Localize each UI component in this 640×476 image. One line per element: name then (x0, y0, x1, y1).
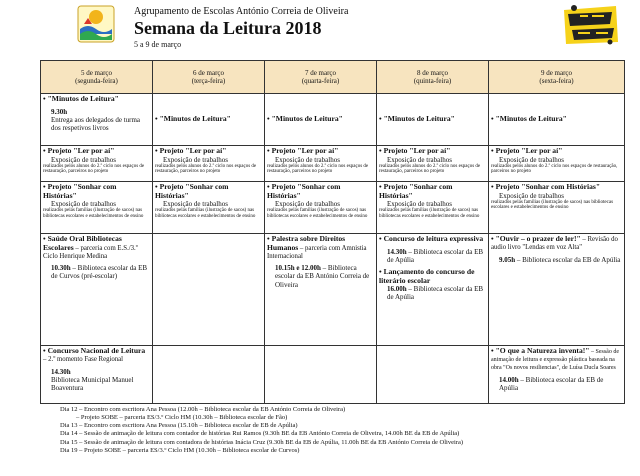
cell-minutos-thursday: • "Minutos de Leitura" (377, 94, 489, 146)
footer-line: Dia 12 – Encontro com escritora Ana Pessoa (12.00h – Biblioteca escolar da EB António Correia de Oliveira) (60, 406, 346, 413)
cell-ler-friday: • Projeto "Ler por aí" Exposição de trabalhos realizados pelos alunos do 2.º ciclo nos espaços de restauração, parceiros no projeto (489, 146, 625, 182)
cell-last-wednesday (265, 346, 377, 404)
cell-minutos-wednesday: • "Minutos de Leitura" (265, 94, 377, 146)
col-header-thursday: 8 de março (quinta-feira) (377, 61, 489, 94)
col-header-tuesday: 6 de março (terça-feira) (153, 61, 265, 94)
table-row (41, 182, 625, 234)
col-header-wednesday: 7 de março (quarta-feira) (265, 61, 377, 94)
cell-minutos-tuesday: • "Minutos de Leitura" (153, 94, 265, 146)
cell-events-wednesday: • Palestra sobre Direitos Humanos – parceria com Amnistia Internacional 10.15h e 12.00h – Biblioteca escolar da EB António Correia de Oliveira (265, 234, 377, 346)
semana-leitura-logo (560, 2, 622, 46)
footer-line: Dia 14 – Sessão de animação de leitura com contador de histórias Rui Ramos (9.30h BE da EB António Correia de Oliveira, 14.00h BE da EB de Apúlia) (60, 430, 460, 438)
page-title: Semana da Leitura 2018 (134, 18, 322, 38)
table-row (41, 346, 625, 404)
activity-title: • "Minutos de Leitura" (43, 95, 150, 104)
cell-sonhar-wednesday: • Projeto "Sonhar com Histórias" Exposição de trabalhos realizados pelas famílias (ilustração de sacos) nas bibliotecas escolares e estabelecimentos de ensino (265, 182, 377, 234)
cell-ler-tuesday: • Projeto "Ler por aí" Exposição de trabalhos realizados pelos alunos do 2.º ciclo nos espaços de restauração, parceiros no projeto (153, 146, 265, 182)
cell-events-monday: • Saúde Oral Bibliotecas Escolares – parceria com E.S./3.º Ciclo Henrique Medina 10.30h – Biblioteca escolar da EB de Curvos (pré-escolar) (41, 234, 153, 346)
cell-ler-monday: • Projeto "Ler por aí" Exposição de trabalhos realizados pelos alunos do 2.º ciclo nos espaços de restauração, parceiros no projeto (41, 146, 153, 182)
cell-minutos-monday (41, 94, 153, 146)
cell-sonhar-friday: • Projeto "Sonhar com Histórias" Exposição de trabalhos realizados pelas famílias (ilustração de sacos) nas bibliotecas escolares e estabelecimentos de ensino (489, 182, 625, 234)
cell-last-friday: • "O que a Natureza inventa!" – Sessão de animação de leitura e expressão plástica baseada na obra "Os novos resiliencias", de Luísa Ducla Soares 14.00h – Biblioteca escolar da EB de Apúlia (489, 346, 625, 404)
cell-ler-thursday: • Projeto "Ler por aí" Exposição de trabalhos realizados pelos alunos do 2.º ciclo nos espaços de restauração, parceiros no projeto (377, 146, 489, 182)
table-row (41, 146, 625, 182)
cell-events-friday: • "Ouvir – o prazer de ler!" – Revisão do audio livro "Lendas em voz Alta" 9.05h – Biblioteca escolar da EB de Apúlia (489, 234, 625, 346)
cell-last-tuesday (153, 346, 265, 404)
cell-last-thursday (377, 346, 489, 404)
cell-events-tuesday (153, 234, 265, 346)
cell-sonhar-monday: • Projeto "Sonhar com Histórias" Exposição de trabalhos realizados pelas famílias (ilustração de sacos) nas bibliotecas escolares e estabelecimentos de ensino (41, 182, 153, 234)
date-range: 5 a 9 de março (134, 40, 182, 49)
school-name: Agrupamento de Escolas António Correia de Oliveira (134, 6, 349, 17)
cell-minutos-friday: • "Minutos de Leitura" (489, 94, 625, 146)
table-row (41, 94, 625, 146)
footer-line: Dia 19 – Projeto SOBE – parceria ES/3.º Ciclo HM (10.30h – Biblioteca escolar de Curvos) (60, 446, 300, 454)
cell-events-thursday: • Concurso de leitura expressiva 14.30h – Biblioteca escolar da EB de Apúlia • Lançamento do concurso de literário escolar 16.00h – Biblioteca escolar da EB de Apúlia (377, 234, 489, 346)
school-logo (76, 4, 116, 44)
col-header-friday: 9 de março (sexta-feira) (489, 61, 625, 94)
footer-line: Dia 13 – Encontro com escritora Ana Pessoa (15.10h – Biblioteca escolar de EB de Apúlia) (60, 422, 298, 430)
activity-note: Entrega aos delegados de turma dos respetivos livros (51, 115, 141, 132)
schedule-table (40, 60, 625, 404)
cell-last-monday: • Concurso Nacional de Leitura – 2.º momento Fase Regional 14.30h Biblioteca Municipal Manuel Boaventura (41, 346, 153, 404)
cell-ler-wednesday: • Projeto "Ler por aí" Exposição de trabalhos realizados pelos alunos do 2.º ciclo nos espaços de restauração, parceiros no projeto (265, 146, 377, 182)
col-header-monday: 5 de março (segunda-feira) (41, 61, 153, 94)
activity-time: 9.30h (51, 107, 68, 116)
footer-notes (60, 406, 630, 455)
table-row (41, 234, 625, 346)
cell-sonhar-thursday: • Projeto "Sonhar com Histórias" Exposição de trabalhos realizados pelas famílias (ilustração de sacos) nas bibliotecas escolares e estabelecimentos de ensino (377, 182, 489, 234)
table-header-row (41, 61, 625, 94)
footer-line: Dia 15 – Sessão de animação de leitura com contadora de histórias Inácia Cruz (9.30h BE da EB de Apúlia, 11.00h BE da EB António Correia de Oliveira) (60, 438, 464, 446)
footer-line: – Projeto SOBE – parceria ES/3.º Ciclo HM (10.30h – Biblioteca escolar de Fão) (76, 414, 288, 422)
cell-sonhar-tuesday: • Projeto "Sonhar com Histórias" Exposição de trabalhos realizados pelas famílias (ilustração de sacos) nas bibliotecas escolares e estabelecimentos de ensino (153, 182, 265, 234)
